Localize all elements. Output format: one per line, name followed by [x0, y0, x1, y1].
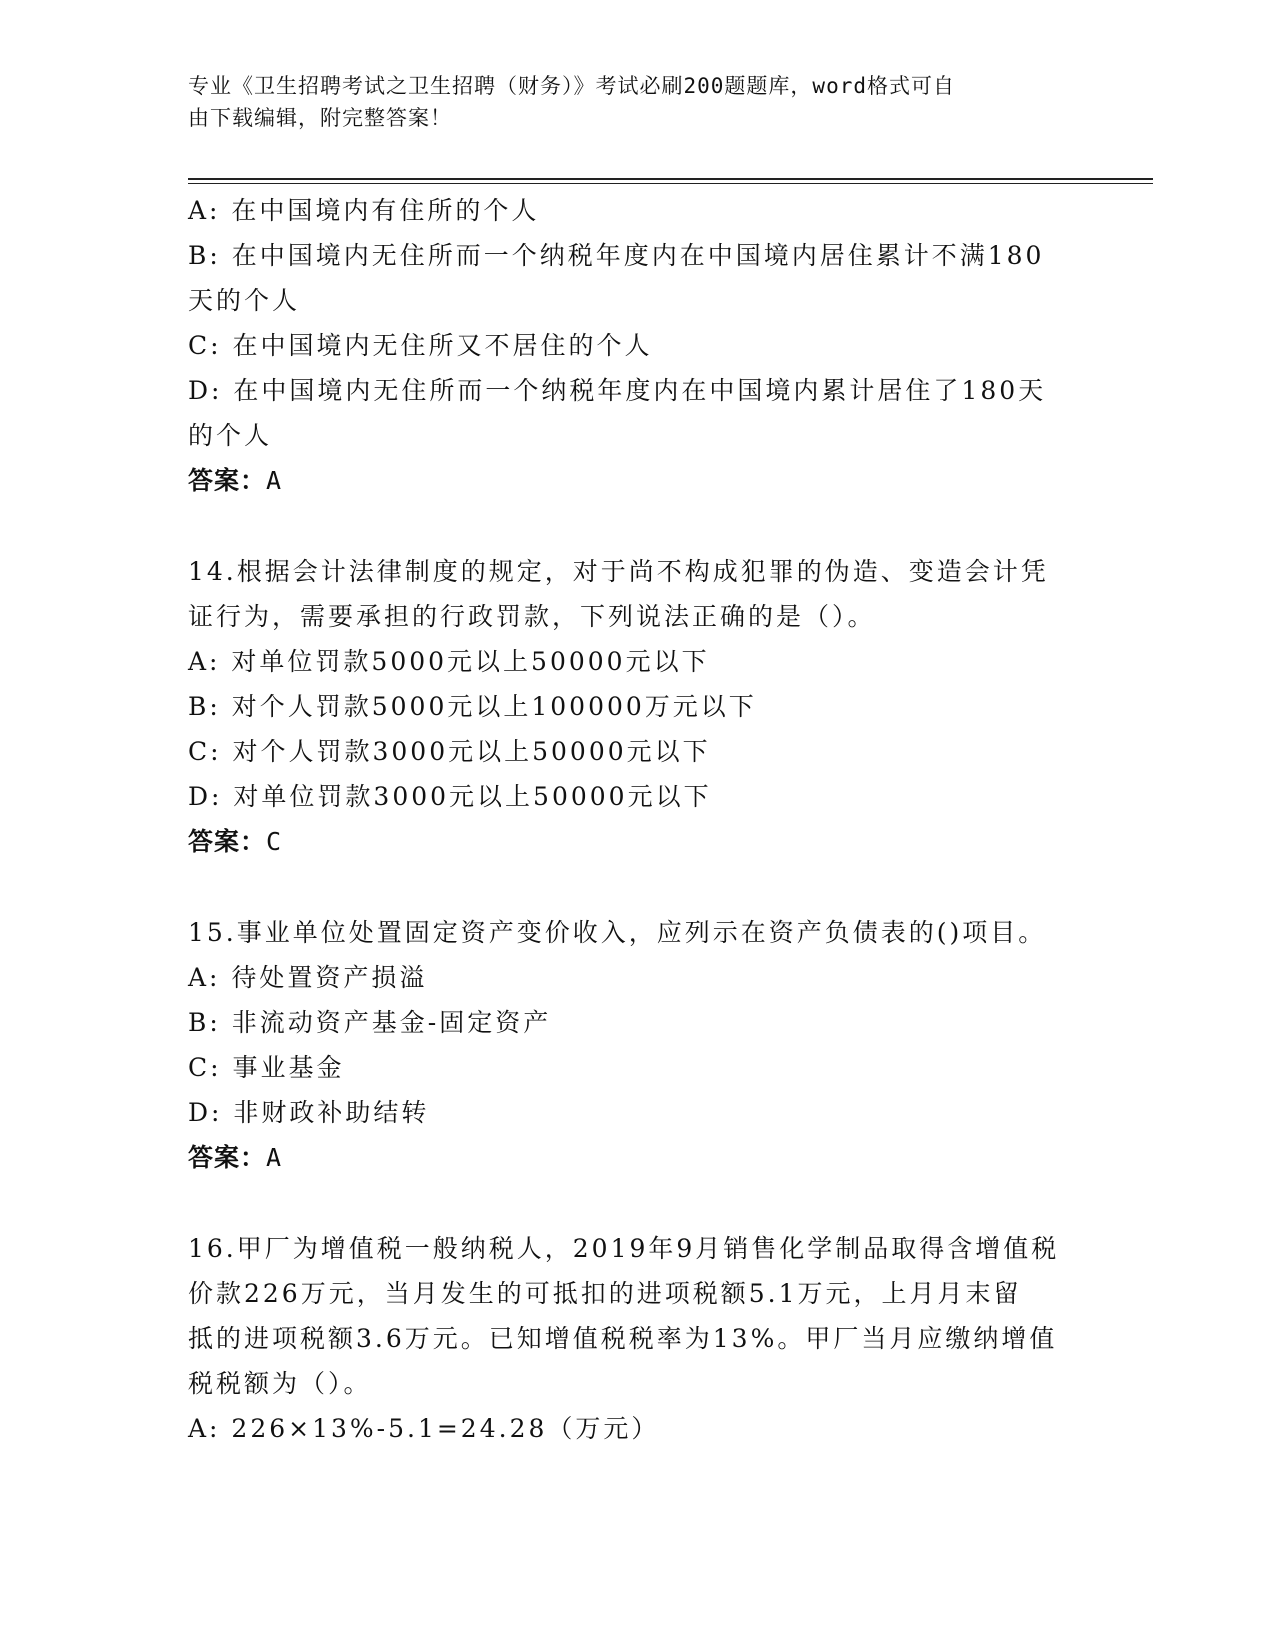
question-stem-cont: 价款226万元，当月发生的可抵扣的进项税额5.1万元，上月月末留: [188, 1279, 1022, 1308]
question-15: [188, 910, 1088, 1180]
answer-line: [188, 458, 1088, 503]
answer-label: 答案：: [188, 1143, 267, 1172]
option-d-cont: 的个人: [188, 421, 273, 450]
header-rule-thin: [188, 183, 1153, 184]
answer-value: A: [266, 466, 283, 495]
answer-value: A: [266, 1143, 283, 1172]
option-a: A: 226×13%-5.1=24.28（万元）: [188, 1414, 660, 1443]
answer-label: 答案：: [188, 827, 267, 856]
option-b: B: 对个人罚款5000元以上100000万元以下: [188, 692, 757, 721]
option-c: C: 对个人罚款3000元以上50000元以下: [188, 737, 711, 766]
answer-line: [188, 819, 1088, 864]
question-stem: 14.根据会计法律制度的规定，对于尚不构成犯罪的伪造、变造会计凭: [188, 557, 1049, 586]
document-header: [188, 70, 1068, 134]
question-stem-cont: 税税额为（）。: [188, 1369, 372, 1398]
answer-line: [188, 1135, 1088, 1180]
question-13: [188, 188, 1088, 503]
option-a: A: 在中国境内有住所的个人: [188, 196, 540, 225]
answer-value: C: [266, 827, 283, 856]
spacer: [188, 864, 1088, 910]
option-c: C: 在中国境内无住所又不居住的个人: [188, 331, 653, 360]
option-b: B: 非流动资产基金-固定资产: [188, 1008, 552, 1037]
document-body: [188, 188, 1088, 1451]
question-14: [188, 549, 1088, 864]
option-a: A: 待处置资产损溢: [188, 963, 428, 992]
question-stem-cont: 证行为，需要承担的行政罚款，下列说法正确的是（）。: [188, 602, 876, 631]
spacer: [188, 1180, 1088, 1226]
option-c: C: 事业基金: [188, 1053, 345, 1082]
question-stem: 16.甲厂为增值税一般纳税人，2019年9月销售化学制品取得含增值税: [188, 1234, 1060, 1263]
option-d: D: 非财政补助结转: [188, 1098, 430, 1127]
question-stem: 15.事业单位处置固定资产变价收入，应列示在资产负债表的()项目。: [188, 918, 1047, 947]
option-d: D: 在中国境内无住所而一个纳税年度内在中国境内累计居住了180天: [188, 376, 1047, 405]
option-a: A: 对单位罚款5000元以上50000元以下: [188, 647, 710, 676]
question-stem-cont: 抵的进项税额3.6万元。已知增值税税率为13%。甲厂当月应缴纳增值: [188, 1324, 1058, 1353]
header-line-1: 专业《卫生招聘考试之卫生招聘（财务）》考试必刷200题题库，word格式可自: [188, 74, 955, 98]
question-16: [188, 1226, 1088, 1451]
option-b: B: 在中国境内无住所而一个纳税年度内在中国境内居住累计不满180: [188, 241, 1045, 270]
option-b-cont: 天的个人: [188, 286, 301, 315]
answer-label: 答案：: [188, 466, 267, 495]
option-d: D: 对单位罚款3000元以上50000元以下: [188, 782, 712, 811]
spacer: [188, 503, 1088, 549]
header-line-2: 由下载编辑，附完整答案！: [188, 106, 452, 130]
header-rule-thick: [188, 178, 1153, 180]
